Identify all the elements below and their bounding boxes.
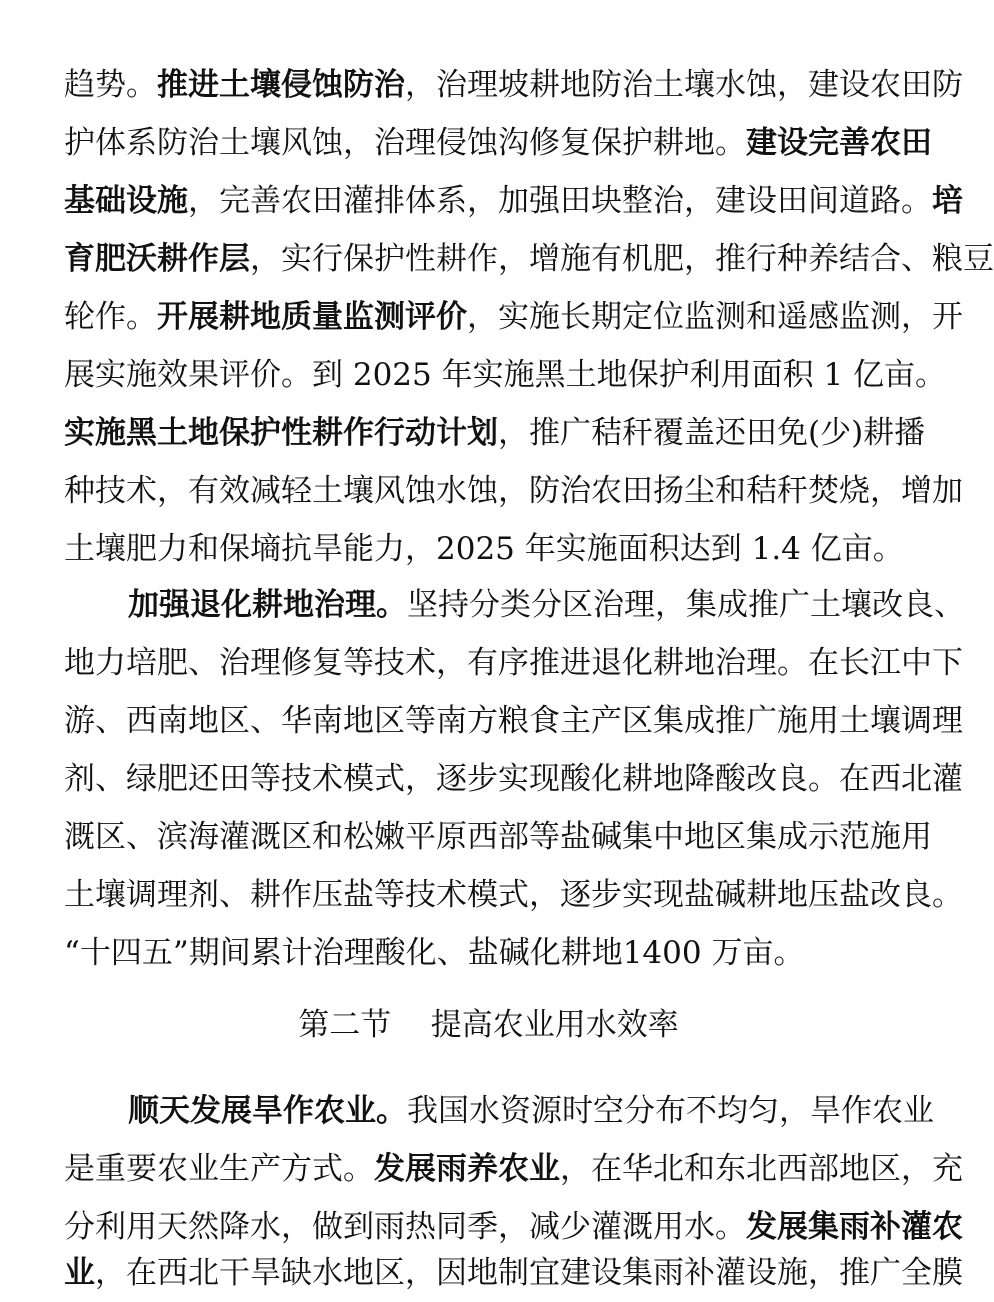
text-segment: ，推广秸秆覆盖还田免(少)耕播: [498, 415, 926, 451]
bold-segment: 发展雨养农业: [374, 1151, 560, 1187]
text-segment: 趋势。: [64, 67, 157, 103]
text-line: [64, 866, 963, 924]
text-line: [64, 692, 963, 750]
text-segment: ，完善农田灌排体系，加强田块整治，建设田间道路。: [188, 183, 932, 219]
text-line: [64, 924, 914, 982]
text-line: [128, 576, 965, 634]
text-segment: ，在华北和东北西部地区，充: [560, 1151, 963, 1187]
section-heading: [0, 996, 977, 1054]
section-title: 提高农业用水效率: [430, 1007, 679, 1043]
text-line: [64, 520, 914, 578]
text-segment: 分利用天然降水，做到雨热同季，减少灌溉用水。: [64, 1209, 746, 1245]
text-line: [64, 1244, 963, 1302]
text-segment: ，治理坡耕地防治土壤水蚀，建设农田防: [405, 67, 963, 103]
text-segment: 溉区、滨海灌溉区和松嫩平原西部等盐碱集中地区集成示范施用: [64, 819, 932, 855]
section-number: 第二节: [298, 1007, 392, 1043]
text-segment: ，实施长期定位监测和遥感监测，开: [467, 299, 963, 335]
text-line: [64, 808, 932, 866]
bold-segment: 实施黑土地保护性耕作行动计划: [64, 415, 498, 451]
text-line: [64, 172, 963, 230]
text-line: [128, 1082, 934, 1140]
text-segment: 展实施效果评价。到 2025 年实施黑土地保护利用面积 1 亿亩。: [64, 357, 947, 393]
bold-segment: 开展耕地质量监测评价: [157, 299, 467, 335]
text-line: [64, 346, 947, 404]
text-segment: 轮作。: [64, 299, 157, 335]
text-segment: 护体系防治土壤风蚀，治理侵蚀沟修复保护耕地。: [64, 125, 746, 161]
text-segment: 游、西南地区、华南地区等南方粮食主产区集成推广施用土壤调理: [64, 703, 963, 739]
text-line: [64, 750, 963, 808]
text-segment: ，实行保护性耕作，增施有机肥，推行种养结合、粮豆: [250, 241, 994, 277]
text-line: [64, 114, 932, 172]
text-segment: 土壤调理剂、耕作压盐等技术模式，逐步实现盐碱耕地压盐改良。: [64, 877, 963, 913]
bold-segment: 加强退化耕地治理。: [128, 587, 407, 623]
text-segment: 土壤肥力和保墒抗旱能力，2025 年实施面积达到 1.4 亿亩。: [64, 531, 904, 567]
bold-segment: 建设完善农田: [746, 125, 932, 161]
text-line: [64, 404, 926, 462]
bold-segment: 育肥沃耕作层: [64, 241, 250, 277]
text-segment: 是重要农业生产方式。: [64, 1151, 374, 1187]
bold-segment: 发展集雨补灌农: [746, 1209, 963, 1245]
text-segment: 坚持分类分区治理，集成推广土壤改良、: [407, 587, 965, 623]
bold-segment: 推进土壤侵蚀防治: [157, 67, 405, 103]
text-segment: 种技术，有效减轻土壤风蚀水蚀，防治农田扬尘和秸秆焚烧，增加: [64, 473, 963, 509]
bold-segment: 顺天发展旱作农业。: [128, 1093, 407, 1129]
text-line: [64, 1140, 963, 1198]
text-line: [64, 634, 963, 692]
text-line: [64, 230, 994, 288]
bold-segment: 业: [64, 1255, 95, 1291]
text-segment: 我国水资源时空分布不均匀，旱作农业: [407, 1093, 934, 1129]
text-segment: ，在西北干旱缺水地区，因地制宜建设集雨补灌设施，推广全膜: [95, 1255, 963, 1291]
text-segment: “十四五”期间累计治理酸化、盐碱化耕地1400 万亩。: [64, 935, 805, 971]
text-line: [64, 462, 963, 520]
text-line: [64, 56, 963, 114]
bold-segment: 培: [932, 183, 963, 219]
text-line: [64, 288, 963, 346]
text-segment: 剂、绿肥还田等技术模式，逐步实现酸化耕地降酸改良。在西北灌: [64, 761, 963, 797]
text-segment: 地力培肥、治理修复等技术，有序推进退化耕地治理。在长江中下: [64, 645, 963, 681]
bold-segment: 基础设施: [64, 183, 188, 219]
